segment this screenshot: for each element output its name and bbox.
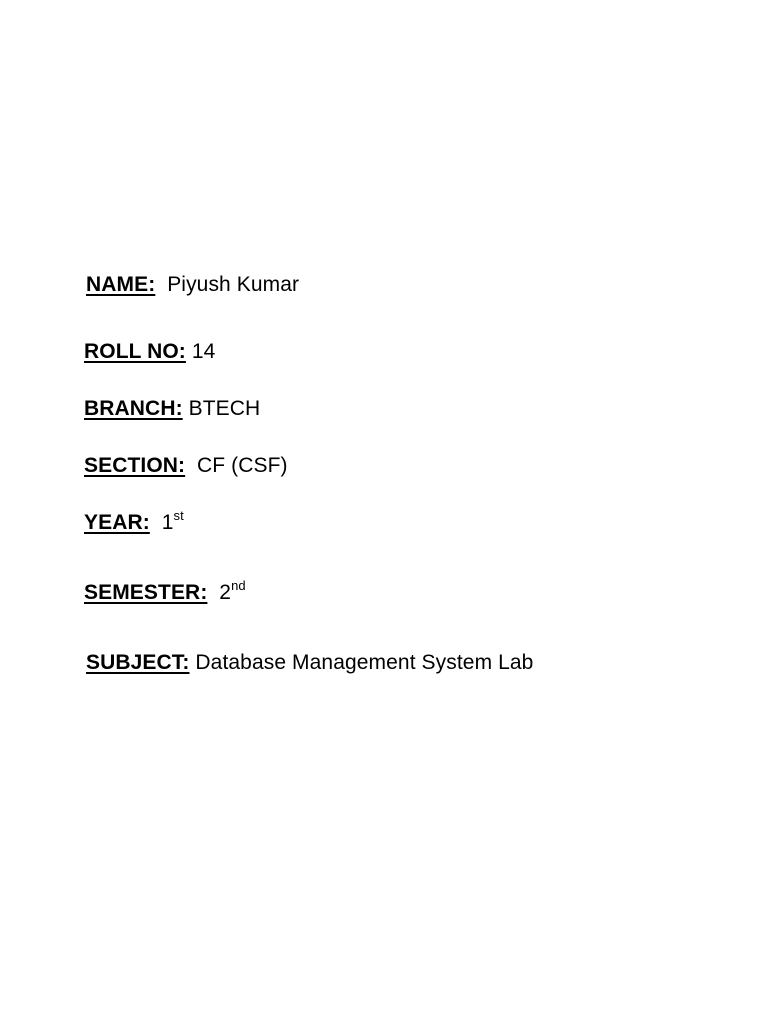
branch-label: BRANCH: bbox=[84, 397, 183, 420]
year-field bbox=[84, 510, 184, 536]
subject-field bbox=[86, 650, 533, 676]
semester-number: 2 bbox=[219, 581, 232, 604]
section-field bbox=[84, 453, 288, 479]
year-value bbox=[161, 508, 184, 534]
section-value: CF (CSF) bbox=[197, 454, 288, 477]
roll-no-value: 14 bbox=[191, 340, 216, 363]
name-field bbox=[86, 272, 299, 298]
semester-label: SEMESTER: bbox=[84, 581, 208, 604]
year-ordinal-suffix: st bbox=[173, 508, 184, 523]
semester-value bbox=[219, 578, 246, 604]
name-label: NAME: bbox=[86, 273, 156, 296]
subject-label: SUBJECT: bbox=[86, 651, 190, 674]
subject-value: Database Management System Lab bbox=[195, 651, 534, 674]
branch-field bbox=[84, 396, 260, 422]
semester-field bbox=[84, 580, 246, 606]
section-label: SECTION: bbox=[84, 454, 186, 477]
year-number: 1 bbox=[161, 511, 174, 534]
year-label: YEAR: bbox=[84, 511, 150, 534]
roll-no-field bbox=[84, 339, 215, 365]
branch-value: BTECH bbox=[188, 397, 261, 420]
roll-no-label: ROLL NO: bbox=[84, 340, 186, 363]
name-value: Piyush Kumar bbox=[167, 273, 300, 296]
semester-ordinal-suffix: nd bbox=[231, 578, 246, 593]
